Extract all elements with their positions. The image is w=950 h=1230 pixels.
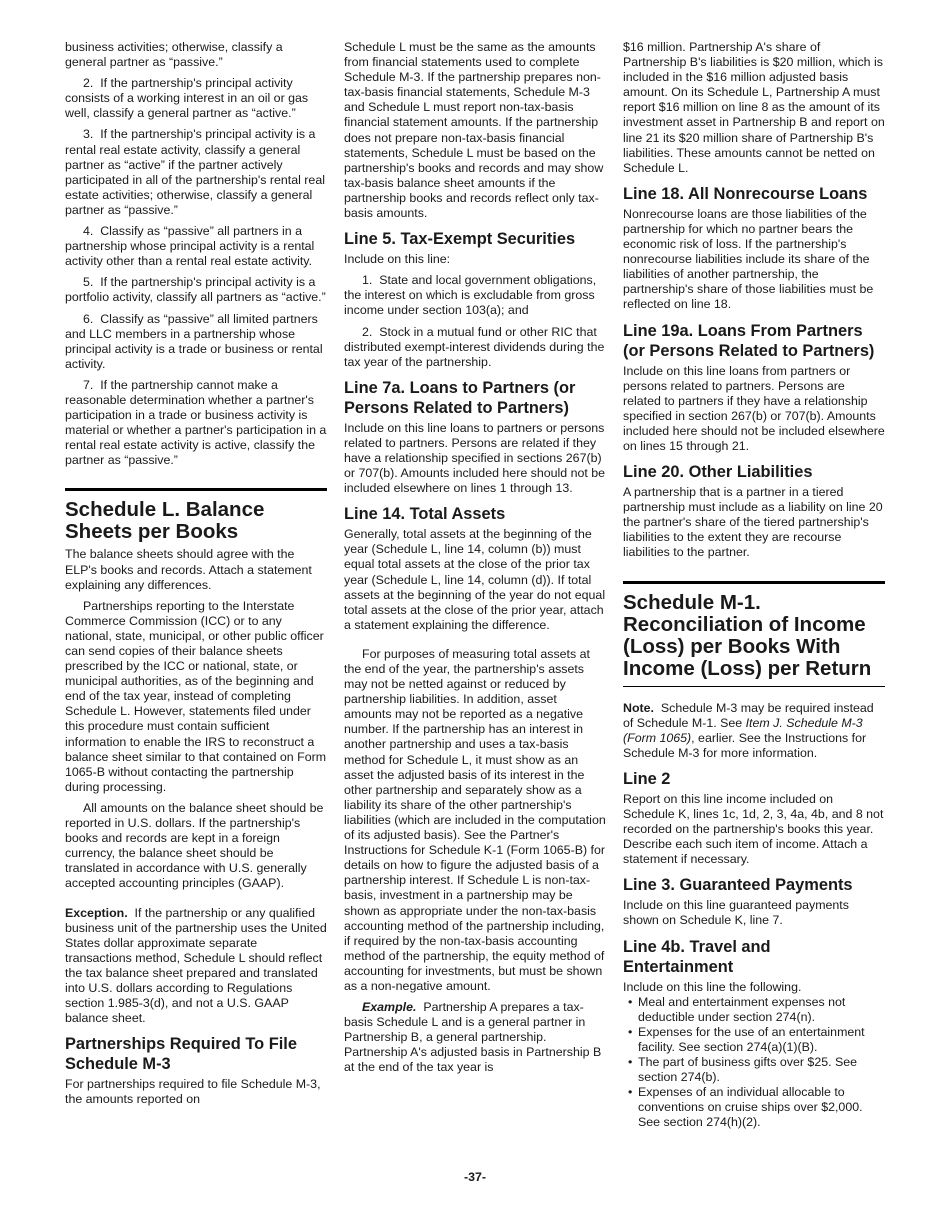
bullet-item — [623, 1055, 885, 1085]
bullet-icon: • — [628, 1055, 633, 1070]
paragraph: Generally, total assets at the beginning of the year (Schedule L, line 14, column (b)) must equal total assets at the close of the prior tax year (Schedule L, line 14, column (d)). If total assets at the beginning of the year do not equal total assets at the close of the prior year, attach a statement explaining the difference. — [344, 527, 606, 632]
section-rule — [65, 488, 327, 491]
column-3 — [623, 40, 885, 1131]
list-item: 2. If the partnership's principal activity consists of a working interest in an oil or gas well, classify a general partner as “active.” — [65, 76, 309, 121]
heading-line-19a: Line 19a. Loans From Partners (or Persons Related to Partners) — [623, 321, 875, 360]
exception-paragraph — [65, 906, 327, 1027]
bullet-icon: • — [628, 1024, 633, 1039]
list-item: 7. If the partnership cannot make a reasonable determination whether a partner's participation in a trade or business activity is material or whether a partner's participation in a rental real estate activity is active, classify the partner as “passive.” — [65, 377, 327, 468]
list-item: 5. If the partnership's principal activity is a portfolio activity, classify all partners as “active.” — [65, 275, 326, 305]
bullet-item — [623, 1085, 885, 1130]
bullet-icon: • — [628, 994, 633, 1009]
exception-text: If the partnership or any qualified business unit of the partnership uses the United States dollar approximate separate transactions method, Schedule L should reflect the tax balance sheet prepared and translated into U.S. dollars according to Regulations section 1.985-3(d), and not a U.S. GAAP balance sheet. — [65, 905, 327, 1026]
heading-line-5: Line 5. Tax-Exempt Securities — [344, 230, 576, 249]
paragraph: Report on this line income included on Schedule K, lines 1c, 1d, 2, 3, 4a, 4b, and 8 not recorded on the partnership's books this year. Describe each such item of income. Attach a statement if necessary. — [623, 791, 884, 867]
paragraph: Include on this line loans to partners or persons related to partners. Persons are related if they have a relationship specified in sections 267(b) or 707(b). Amounts included here should not be included elsewhere on lines 1 through 13. — [344, 420, 606, 496]
heading-schedule-m3: Partnerships Required To File Schedule M-3 — [65, 1035, 297, 1074]
paragraph: A partnership that is a partner in a tiered partnership must include as a liability on line 20 the partner's share of the tiered partnership's liabilities to the extent they are recourse liabilities to the partner. — [623, 485, 883, 560]
heading-line-2: Line 2 — [623, 769, 671, 788]
example-paragraph — [344, 1000, 606, 1075]
bullet-icon: • — [628, 1085, 633, 1100]
section-heading-schedule-l: Schedule L. Balance Sheets per Books — [65, 498, 265, 544]
paragraph: Nonrecourse loans are those liabilities of the partnership for which no partner bears the economic risk of loss. If the partnership's nonrecourse liabilities include its share of the liabilities of another partnership, the partnership's share of those liabilities must be reflected on line 18. — [623, 206, 874, 312]
column-2 — [344, 40, 606, 1082]
page-number: -37- — [463, 1170, 487, 1184]
exception-label: Exception. — [65, 905, 128, 920]
note-paragraph — [623, 701, 885, 761]
section-rule — [623, 581, 885, 584]
paragraph: Include on this line guaranteed payments shown on Schedule K, line 7. — [623, 898, 849, 928]
paragraph: For purposes of measuring total assets at the end of the year, the partnership's assets may not be netted against or reduced by partnership liabilities. In addition, asset amounts may not be reported as a negative number. If the partnership has an interest in another partnership and uses a tax-basis method for Schedule L, it must show as an asset the adjusted basis of its interest in the other partnership and separately show as a liability its share of the other partnership's liabilities (which are included in the computation of its adjusted basis). See the Partner's Instructions for Schedule K-1 (Form 1065-B) for details on how to figure the adjusted basis of a partnership interest. If Schedule L is non-tax-basis, investment in a partnership may be shown as appropriate under the non-tax-basis accounting method of the partnership including, if required by the non-tax-basis accounting method of the partnership, the equity method of accounting for investments, but must be shown as a non-negative amount. — [344, 646, 606, 993]
paragraph: All amounts on the balance sheet should be reported in U.S. dollars. If the partnership's books and records are kept in a foreign currency, the balance sheet should be translated in accordance with U.S. generally accepted accounting principles (GAAP). — [65, 800, 324, 891]
heading-line-4b: Line 4b. Travel and Entertainment — [623, 937, 771, 976]
heading-line-7a: Line 7a. Loans to Partners (or Persons Related to Partners) — [344, 378, 576, 417]
heading-line-14: Line 14. Total Assets — [344, 505, 506, 524]
paragraph: Partnerships reporting to the Interstate Commerce Commission (ICC) or to any national, state, municipal, or other public officer can send copies of their balance sheets prescribed by the ICC or national, state, or municipal authorities, as of the beginning and end of the tax year, instead of completing Schedule L. However, statements filed under this procedure must contain sufficient information to enable the IRS to reconstruct a balance sheet similar to that contained on Form 1065-B without contacting the partnership during processing. — [65, 598, 327, 794]
note-text: Schedule M-3 may be required instead of Schedule M-1. See — [623, 700, 874, 730]
paragraph: Schedule L must be the same as the amounts from financial statements used to complete Schedule M-3. If the partnership prepares non-tax-basis financial statements, Schedule M-3 and Schedule L must report non-tax-basis financial statement amounts. If the partnership does not prepare non-tax-basis financial statements, Schedule L must be based on the partnership's books and records and may show tax-basis balance sheet amounts if the partnership books and records reflect only tax-basis amounts. — [344, 40, 604, 221]
note-reference: Item J. Schedule M-3 (Form 1065) — [623, 715, 863, 745]
section-heading-schedule-m1: Schedule M-1. Reconciliation of Income (Loss) per Books With Income (Loss) per Return — [623, 590, 872, 680]
list-item: 6. Classify as “passive” all limited partners and LLC members in a partnership whose principal activity is a trade or business or rental activity. — [65, 311, 323, 371]
list-item: 4. Classify as “passive” all partners in a partnership whose principal activity is a rental activity other than a rental real estate activity. — [65, 224, 315, 269]
paragraph: The balance sheets should agree with the ELP's books and records. Attach a statement explaining any differences. — [65, 547, 312, 592]
paragraph: For partnerships required to file Schedule M-3, the amounts reported on — [65, 1077, 321, 1107]
bullet-text: Expenses for the use of an entertainment facility. See section 274(a)(1)(B). — [638, 1024, 865, 1054]
heading-underline — [623, 686, 885, 687]
bullet-text: Meal and entertainment expenses not deductible under section 274(n). — [638, 994, 846, 1024]
note-label: Note. — [623, 700, 654, 715]
heading-line-18: Line 18. All Nonrecourse Loans — [623, 184, 868, 203]
paragraph: Include on this line: — [344, 252, 451, 267]
paragraph: business activities; otherwise, classify a general partner as “passive.” — [65, 40, 283, 70]
column-1 — [65, 40, 327, 1113]
note-text: , earlier. See the Instructions for Schedule M-3 for more information. — [623, 730, 867, 760]
bullet-text: Expenses of an individual allocable to conventions on cruise ships over $2,000. See section 274(h)(2). — [638, 1085, 863, 1130]
bullet-item — [623, 1025, 885, 1055]
example-label: Example. — [362, 1000, 417, 1015]
heading-line-20: Line 20. Other Liabilities — [623, 463, 813, 482]
paragraph: Include on this line loans from partners or persons related to partners. Persons are related to partners if they have a relationship specified in section 267(b) or 707(b). Amounts included here should not be included elsewhere on lines 15 through 21. — [623, 363, 885, 453]
paragraph: $16 million. Partnership A's share of Partnership B's liabilities is $20 million, which is included in the $16 million adjusted basis amount. On its Schedule L, Partnership A must report $16 million on line 8 as the amount of its investment asset in Partnership B and report on line 21 its $20 million share of Partnership B's liabilities. These amounts cannot be netted on Schedule L. — [623, 40, 885, 175]
paragraph: Include on this line the following. — [623, 979, 802, 994]
list-item: 1. State and local government obligations, the interest on which is excludable from gross income under section 103(a); and — [344, 273, 597, 318]
heading-line-3: Line 3. Guaranteed Payments — [623, 876, 853, 895]
bullet-item — [623, 995, 885, 1025]
list-item: 3. If the partnership's principal activity is a rental real estate activity, classify a general partner as “active” if the partner actively participated in all of the partnership's rental real estate activities; otherwise, classify a general partner as “passive.” — [65, 127, 325, 217]
example-text: Partnership A prepares a tax-basis Schedule L and is a general partner in Partnership B, a general partnership. Partnership A's adjusted basis in Partnership B at the end of the tax year is — [344, 1000, 602, 1075]
bullet-text: The part of business gifts over $25. See section 274(b). — [638, 1055, 858, 1085]
list-item: 2. Stock in a mutual fund or other RIC that distributed exempt-interest dividends during the tax year of the partnership. — [344, 324, 605, 369]
